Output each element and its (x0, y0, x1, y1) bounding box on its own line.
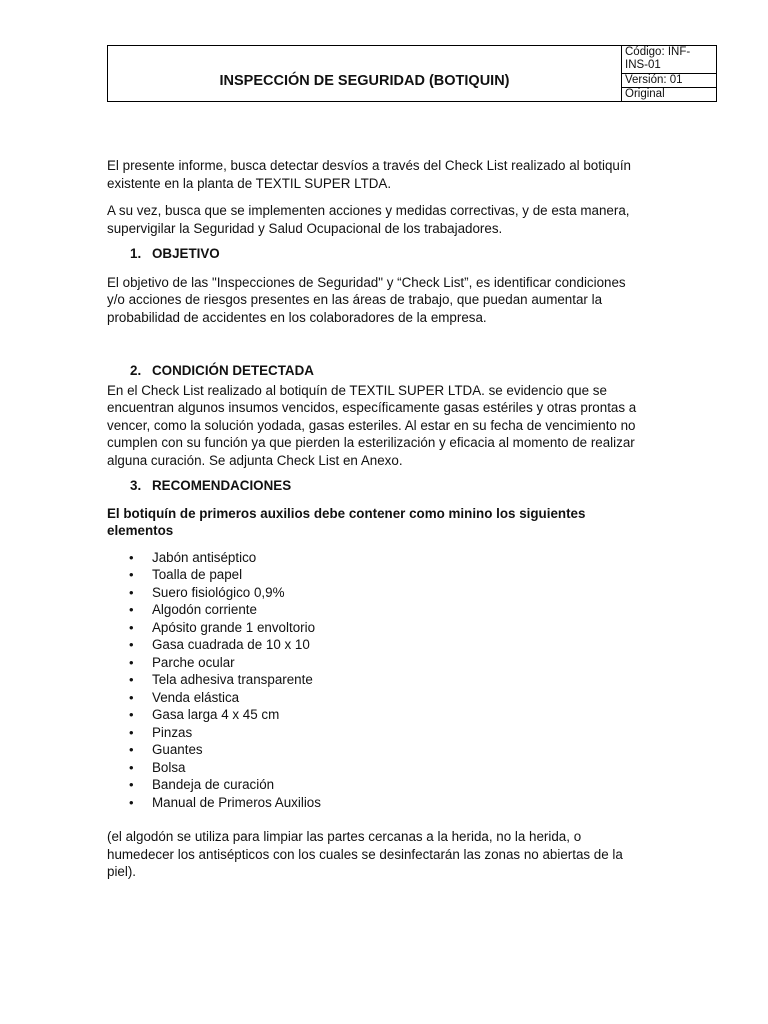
list-item (107, 759, 647, 777)
list-item (107, 636, 647, 654)
list-item (107, 741, 647, 759)
recommendations-lead: El botiquín de primeros auxilios debe contener como minino los siguientes elementos (107, 505, 586, 538)
list-item (107, 706, 647, 724)
list-item-label: Gasa larga 4 x 45 cm (152, 707, 280, 722)
bullet-icon: • (129, 707, 134, 722)
list-item-label: Bolsa (152, 759, 186, 775)
list-item-label: Apósito grande 1 envoltorio (152, 619, 316, 635)
intro-paragraph-2: A su vez, busca que se implementen acciones y medidas correctivas, y de esta manera, supervigilar la Seguridad y Salud Ocupacional de los trabajadores. (107, 203, 630, 236)
cotton-note-paragraph: (el algodón se utiliza para limpiar las partes cercanas a la herida, no la herida, o humedecer los antisépticos con los cuales se desinfectarán las zonas no abiertas de la piel). (107, 829, 623, 879)
bullet-icon: • (129, 742, 134, 757)
list-item (107, 724, 647, 742)
list-item-label: Parche ocular (152, 654, 235, 670)
list-item-label: Gasa cuadrada de 10 x 10 (152, 637, 310, 652)
document-title: INSPECCIÓN DE SEGURIDAD (BOTIQUIN) (108, 46, 622, 101)
list-item-label: Bandeja de curación (152, 777, 275, 792)
section-heading-condition (130, 362, 647, 380)
document-header (107, 45, 717, 102)
list-item (107, 584, 647, 602)
list-item-label: Venda elástica (152, 689, 240, 705)
intro-paragraph-1: El presente informe, busca detectar desvíos a través del Check List realizado al botiquín existente en la planta de TEXTIL SUPER LTDA. (107, 158, 632, 191)
bullet-icon: • (129, 724, 134, 740)
section-number: 1. (130, 246, 142, 261)
first-aid-items-list (107, 549, 647, 812)
document-meta (622, 46, 716, 101)
section-title: OBJETIVO (152, 246, 220, 261)
bullet-icon: • (129, 794, 134, 810)
section-number: 3. (130, 478, 142, 493)
list-item-label: Jabón antiséptico (152, 549, 257, 565)
list-item-label: Suero fisiológico 0,9% (152, 584, 285, 600)
bullet-icon: • (129, 584, 134, 600)
list-item-label: Tela adhesiva transparente (152, 672, 313, 687)
list-item-label: Algodón corriente (152, 602, 257, 617)
list-item (107, 794, 647, 812)
section-title: CONDICIÓN DETECTADA (152, 363, 314, 378)
bullet-icon: • (129, 567, 134, 582)
document-status: Original (625, 88, 665, 100)
list-item-label: Pinzas (152, 724, 193, 740)
document-version: Versión: 01 (622, 74, 716, 88)
condition-paragraph: En el Check List realizado al botiquín de TEXTIL SUPER LTDA. se evidencio que se encuentran algunos insumos vencidos, específicamente gasas estériles y otras prontas a vencer, como la solución yodada, gasas esteriles. Al estar en su fecha de vencimiento no cumplen con su función ya que pierden la esterilización y eficacia al momento de realizar alguna curación. Se adjunta Check List en Anexo. (107, 382, 637, 468)
bullet-icon: • (129, 689, 134, 705)
bullet-icon: • (129, 602, 134, 617)
list-item (107, 776, 647, 794)
objective-paragraph: El objetivo de las "Inspecciones de Seguridad" y “Check List”, es identificar condiciones y/o acciones de riesgos presentes en las áreas de trabajo, que puedan aumentar la probabilidad de accidentes en los colaboradores de la empresa. (107, 274, 626, 325)
bullet-icon: • (129, 654, 134, 670)
bullet-icon: • (129, 549, 134, 565)
list-item-label: Toalla de papel (152, 567, 243, 582)
document-code: Código: INF-INS-01 (622, 46, 716, 74)
list-item (107, 566, 647, 584)
list-item (107, 619, 647, 637)
bullet-icon: • (129, 637, 134, 652)
section-heading-objective (130, 245, 647, 263)
list-item (107, 549, 647, 567)
list-item-label: Guantes (152, 742, 203, 757)
list-item-label: Manual de Primeros Auxilios (152, 794, 321, 810)
bullet-icon: • (129, 672, 134, 687)
list-item (107, 671, 647, 689)
list-item (107, 689, 647, 707)
bullet-icon: • (129, 619, 134, 635)
bullet-icon: • (129, 759, 134, 775)
section-heading-recommendations (130, 477, 647, 495)
section-title: RECOMENDACIONES (152, 478, 292, 493)
bullet-icon: • (129, 777, 134, 792)
document-body (107, 157, 647, 881)
section-number: 2. (130, 363, 142, 378)
list-item (107, 654, 647, 672)
list-item (107, 601, 647, 619)
